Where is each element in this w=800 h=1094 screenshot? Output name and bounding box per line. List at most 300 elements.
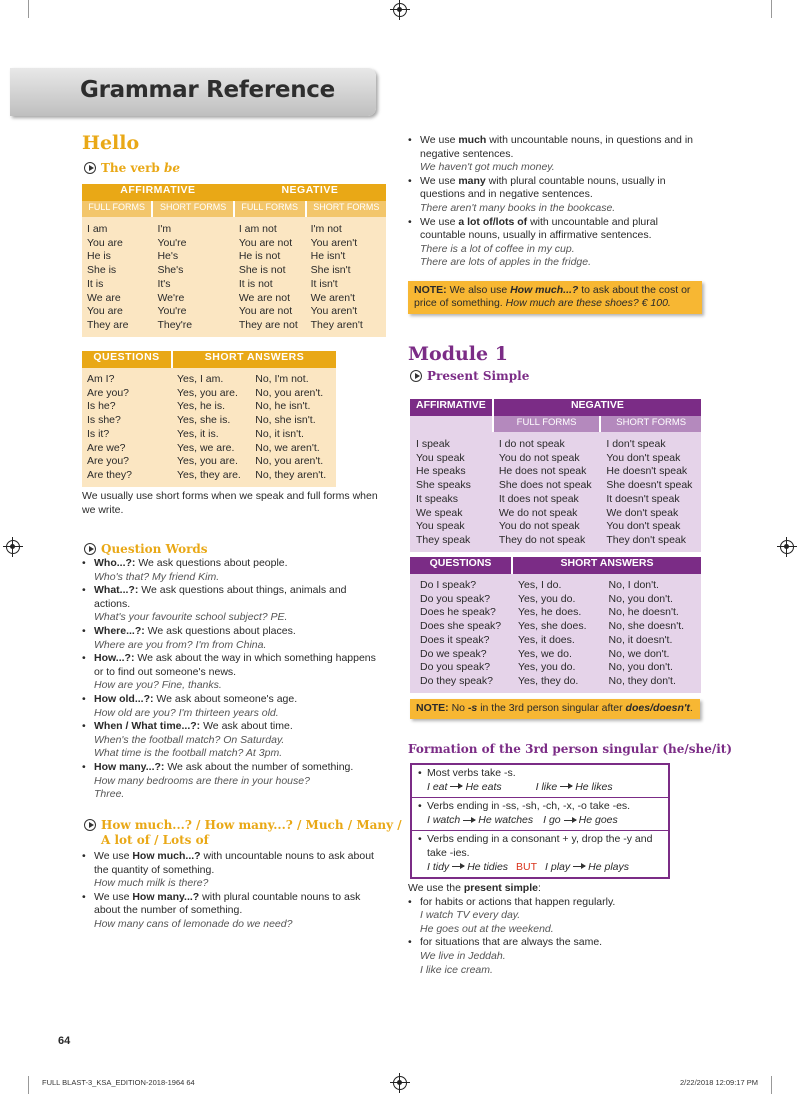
how-much-text: We use [94, 850, 133, 862]
ps-qa-table-cell: No, you don't. [608, 661, 673, 674]
question-word-example: How old are you? I'm thirteen years old. [94, 706, 279, 719]
be-table-row [82, 264, 386, 278]
qa-table-row [82, 442, 336, 456]
ps-table-cell: She doesn't speak [606, 479, 693, 492]
be-table-cell: You are [87, 305, 123, 318]
third-person-examples [418, 861, 662, 875]
qa-table-cell: Yes, he is. [177, 400, 226, 413]
note-no-s [410, 699, 700, 719]
ps-table-row [410, 438, 701, 452]
question-word-term: Where...?: [94, 624, 145, 637]
third-person-rule [412, 798, 668, 831]
how-much-example: How many cans of lemonade do we need? [94, 917, 293, 930]
be-table-cell: She's [157, 264, 184, 277]
how-much-heading [84, 818, 402, 848]
ps-qa-table-cell: Yes, you do. [518, 592, 576, 605]
much-many-term: much [458, 134, 487, 146]
note-text: to ask about the cost or price of something. [414, 284, 691, 309]
be-table-cell: You aren't [310, 236, 358, 249]
how-much-heading-line1: How much...? / How many...? / Much / Many / [101, 818, 402, 832]
be-table-cell: He's [157, 250, 179, 263]
question-word-item [82, 584, 382, 625]
be-table-cell: We are not [238, 291, 290, 304]
play-icon [84, 819, 96, 831]
be-table-row [82, 250, 386, 264]
qa-table-row [82, 373, 336, 387]
ps-questions-header: QUESTIONS [410, 557, 512, 574]
much-many-example: There are lots of apples in the fridge. [420, 256, 592, 269]
third-person-examples [418, 781, 662, 795]
question-word-text: We ask questions about things, animals and actions. [94, 584, 347, 610]
verb-be-heading [84, 161, 180, 175]
question-words-heading-text: Question Words [101, 542, 208, 556]
much-many-text: with plural countable nouns, usually in questions and in negative sentences. [420, 174, 666, 201]
example-base: I eat [427, 780, 448, 793]
qa-table-cell: No, I'm not. [255, 373, 309, 385]
example-result: He watches [478, 813, 534, 826]
ps-table-cell: It speaks [416, 492, 459, 505]
be-table-cell: They're [157, 318, 193, 331]
ps-qa-table-cell: Do you speak? [420, 661, 491, 674]
ps-qa-table-row [410, 634, 701, 648]
question-word-text: We ask about time. [200, 720, 293, 733]
example-result: He likes [575, 780, 613, 793]
qa-table-cell: Is she? [87, 414, 121, 427]
arrow-icon [452, 866, 464, 867]
question-word-text: We ask about the number of something. [164, 760, 354, 773]
ps-subheader: SHORT FORMS [600, 416, 701, 432]
ps-qa-table-row [410, 648, 701, 662]
ps-table-cell: We do not speak [498, 506, 578, 519]
question-word-example: What time is the football match? At 3pm. [94, 747, 283, 760]
ps-qa-table-row [410, 606, 701, 620]
qa-table-row [82, 469, 336, 483]
note-how-much-cost [408, 281, 702, 314]
ps-qa-table-row [410, 620, 701, 634]
qa-table-cell: Are you? [87, 455, 130, 468]
example-base: I like [535, 780, 558, 793]
question-word-example: How many bedrooms are there in your house? [94, 774, 310, 787]
ps-table-cell: I don't speak [606, 438, 666, 450]
how-much-list [82, 850, 382, 932]
qa-table-row [82, 400, 336, 414]
much-many-example: There is a lot of coffee in my cup. [420, 242, 575, 255]
usage-text: for situations that are always the same. [420, 936, 603, 949]
ps-short-answers-header: SHORT ANSWERS [512, 557, 701, 574]
file-label: FULL BLAST-3_KSA_EDITION-2018-1964 64 [42, 1078, 195, 1087]
questions-header: QUESTIONS [82, 351, 172, 368]
how-much-heading-line2: A lot of / Lots of [101, 833, 209, 847]
question-word-item [82, 693, 382, 720]
arrow-icon [450, 786, 462, 787]
ps-qa-table-cell: No, she doesn't. [608, 620, 685, 633]
much-many-item [408, 216, 704, 270]
qa-table-cell: No, he isn't. [255, 400, 311, 413]
qa-table-cell: Yes, we are. [177, 441, 235, 454]
third-person-examples [418, 814, 662, 828]
third-person-example [427, 781, 502, 793]
be-affirmative-header: AFFIRMATIVE [82, 184, 234, 201]
registration-mark-icon [393, 3, 407, 17]
note-term: How much...? [510, 284, 579, 296]
ps-table-cell: He doesn't speak [606, 465, 688, 478]
be-table-cell: They are [87, 318, 129, 331]
usage-intro-term: present simple [463, 882, 538, 894]
ps-qa-table-row [410, 579, 701, 593]
much-many-example: There aren't many books in the bookcase. [420, 201, 616, 214]
usage-item [408, 896, 704, 937]
ps-table-cell: They do not speak [498, 533, 586, 546]
ps-table-cell: You do not speak [498, 520, 580, 533]
ps-table-cell: You speak [416, 451, 465, 464]
how-much-text: with plural countable nouns to ask about the number of something. [94, 890, 361, 917]
ps-qa-table-cell: No, I don't. [608, 579, 659, 591]
question-word-example: Where are you from? I'm from China. [94, 638, 267, 651]
be-table-cell: I'm [157, 223, 172, 235]
ps-table-row [410, 493, 701, 507]
question-word-item [82, 761, 382, 802]
be-table-cell: You're [157, 236, 187, 249]
much-many-term: a lot of/lots of [458, 215, 528, 228]
question-word-term: How many...?: [94, 760, 165, 773]
how-much-item [82, 891, 382, 932]
third-person-example [536, 781, 613, 793]
third-person-heading: Formation of the 3rd person singular (he/she/it) [408, 742, 733, 756]
ps-table-cell: He speaks [416, 465, 466, 478]
play-icon [410, 370, 422, 382]
how-much-term: How much...? [132, 850, 201, 862]
question-word-item [82, 652, 382, 693]
much-many-text: We use [420, 134, 459, 146]
play-icon [84, 162, 96, 174]
crop-mark [28, 1076, 29, 1094]
ps-qa-table-row [410, 661, 701, 675]
much-many-term: many [458, 174, 486, 187]
verb-be-heading-text: The verb [101, 161, 160, 175]
ps-qa-table-cell: No, you don't. [608, 592, 673, 605]
question-word-term: When / What time...?: [94, 720, 201, 733]
qa-table-cell: Yes, she is. [177, 414, 231, 427]
short-answers-header: SHORT ANSWERS [172, 351, 336, 368]
play-icon [84, 543, 96, 555]
third-person-example [543, 814, 618, 826]
question-word-term: What...?: [94, 584, 139, 597]
be-table-cell: It isn't [310, 277, 338, 290]
be-table-cell: He isn't [310, 250, 346, 263]
be-table-cell: We aren't [310, 291, 356, 304]
ps-table-cell: We don't speak [606, 506, 679, 519]
note-example: How much are these shoes? € 100. [505, 297, 671, 309]
be-table-cell: I'm not [310, 223, 342, 235]
much-many-item [408, 175, 704, 216]
question-word-example: Who's that? My friend Kim. [94, 570, 220, 583]
bullet: • [418, 800, 422, 813]
qa-table-row [82, 414, 336, 428]
third-person-rule-label: Verbs ending in a consonant + y, drop the -y and take -ies. [427, 833, 653, 859]
third-person-rule-text [418, 767, 662, 781]
verb-be-word: be [163, 161, 181, 175]
be-table-cell: He is not [238, 250, 281, 263]
question-word-text: We ask about someone's age. [153, 692, 298, 705]
be-table-cell: They are not [238, 318, 298, 331]
qa-table-cell: Yes, I am. [177, 373, 224, 385]
be-table-cell: It is not [238, 277, 273, 290]
usage-text: for habits or actions that happen regularly. [420, 895, 616, 908]
qa-table-cell: No, you aren't. [255, 455, 324, 468]
page-number: 64 [58, 1035, 71, 1047]
how-much-example: How much milk is there? [94, 877, 209, 890]
third-person-rule-text [418, 833, 662, 860]
qa-table-row [82, 455, 336, 469]
be-table-row [82, 223, 386, 237]
how-much-text: with uncountable nouns to ask about the quantity of something. [94, 850, 374, 876]
ps-qa-table-cell: No, it doesn't. [608, 633, 673, 646]
module1-title: Module 1 [408, 343, 508, 365]
present-simple-usage [408, 882, 704, 977]
ps-table-cell: You speak [416, 520, 465, 533]
ps-table-cell: You do not speak [498, 451, 580, 464]
ps-table-cell: You don't speak [606, 520, 681, 533]
ps-qa-table-cell: Yes, we do. [518, 647, 572, 660]
be-table-cell: They aren't [310, 318, 363, 331]
usage-list [408, 896, 704, 978]
be-table-row [82, 305, 386, 319]
note-text: No [448, 702, 468, 714]
qa-table-cell: No, it isn't. [255, 427, 304, 440]
ps-table-cell: I speak [416, 438, 450, 450]
question-words-heading [84, 542, 208, 556]
arrow-icon [463, 820, 475, 821]
question-word-text: We ask questions about people. [135, 557, 288, 569]
ps-table-cell: She speaks [416, 479, 471, 492]
note-text: in the 3rd person singular after [477, 702, 626, 714]
be-table-cell: I am [87, 223, 108, 235]
much-many-text: We use [420, 215, 459, 228]
be-table-cell: We're [157, 291, 185, 304]
ps-affirmative-header: AFFIRMATIVE [410, 399, 493, 416]
usage-item [408, 936, 704, 977]
third-person-rule [412, 831, 668, 877]
ps-qa-table-cell: Does she speak? [420, 620, 502, 633]
qa-table-cell: Yes, you are. [177, 455, 238, 468]
be-table-row [82, 237, 386, 251]
be-table-cell: You are not [238, 305, 293, 318]
ps-qa-table-cell: Yes, he does. [518, 606, 582, 619]
much-many-text: with uncountable and plural countable nouns, usually in affirmative sentences. [420, 215, 658, 242]
ps-qa-table-cell: Yes, they do. [518, 674, 579, 687]
be-subheader: FULL FORMS [234, 201, 306, 217]
usage-intro-text: We use the [408, 882, 464, 894]
ps-table-cell: She does not speak [498, 479, 592, 492]
crop-mark [28, 0, 29, 18]
be-table-cell: You aren't [310, 305, 358, 318]
question-word-example: What's your favourite school subject? PE. [94, 611, 288, 624]
third-person-example [427, 861, 508, 873]
ps-qa-table-cell: Does it speak? [420, 633, 490, 646]
question-word-example: How are you? Fine, thanks. [94, 679, 222, 692]
qa-table-cell: No, you aren't. [255, 386, 324, 399]
be-table-cell: We are [87, 291, 121, 304]
question-word-item [82, 625, 382, 652]
third-person-rule-label: Most verbs take -s. [427, 767, 516, 779]
ps-qa-table-cell: No, he doesn't. [608, 606, 679, 619]
third-person-rule-text [418, 800, 662, 814]
question-word-example: Three. [94, 788, 125, 801]
ps-table-row [410, 479, 701, 493]
ps-qa-table-cell: Yes, she does. [518, 620, 587, 633]
be-table-cell: I am not [238, 223, 277, 235]
qa-table-cell: Yes, you are. [177, 386, 238, 399]
bullet: • [418, 833, 422, 846]
ps-table-cell: They don't speak [606, 533, 686, 546]
note-label: NOTE: [414, 284, 447, 296]
much-many-example: We haven't got much money. [420, 161, 555, 174]
be-table-cell: You are not [238, 236, 293, 249]
example-base: I go [543, 813, 561, 826]
ps-qa-table-cell: Yes, it does. [518, 633, 575, 646]
ps-table-cell: I do not speak [498, 438, 565, 450]
be-subheader: FULL FORMS [82, 201, 152, 217]
registration-mark-icon [6, 540, 20, 554]
page-title: Grammar Reference [80, 77, 335, 103]
much-many-list [408, 134, 704, 270]
qa-table-cell: Is he? [87, 400, 116, 413]
note-text: We also use [446, 284, 511, 296]
note-term: -s [467, 702, 478, 714]
usage-example: I watch TV every day. [420, 909, 521, 922]
arrow-icon [564, 820, 576, 821]
question-word-item [82, 557, 382, 584]
usage-example: I like ice cream. [420, 963, 493, 976]
registration-mark-icon [393, 1076, 407, 1090]
usage-intro-text: : [537, 882, 541, 894]
arrow-icon [560, 786, 572, 787]
example-base: I watch [427, 813, 461, 826]
qa-table-cell: Are we? [87, 441, 126, 454]
usage-example: He goes out at the weekend. [420, 922, 554, 935]
example-result: He plays [588, 860, 630, 873]
how-much-item [82, 850, 382, 891]
be-table-cell: She isn't [310, 264, 351, 277]
be-subheader: SHORT FORMS [306, 201, 386, 217]
ps-qa-table-cell: Do you speak? [420, 592, 491, 605]
short-forms-note: We usually use short forms when we speak and full forms when we write. [82, 490, 378, 516]
qa-table-row [82, 387, 336, 401]
third-person-example [427, 814, 533, 826]
ps-table-cell: He does not speak [498, 465, 587, 478]
qa-table-cell: Am I? [87, 373, 115, 385]
be-table-cell: You're [157, 305, 187, 318]
hello-title: Hello [82, 132, 140, 154]
third-person-rule-label: Verbs ending in -ss, -sh, -ch, -x, -o take -es. [427, 800, 631, 813]
example-result: He goes [578, 813, 618, 826]
be-negative-header: NEGATIVE [234, 184, 386, 201]
crop-mark [771, 1076, 772, 1094]
ps-table-row [410, 452, 701, 466]
note-term: does/doesn't [625, 702, 690, 714]
qa-table-cell: Are you? [87, 386, 130, 399]
ps-negative-header: NEGATIVE [493, 399, 701, 416]
present-simple-table [410, 399, 701, 552]
ps-table-cell: We speak [416, 506, 463, 519]
crop-mark [771, 0, 772, 18]
ps-table-cell: You don't speak [606, 451, 681, 464]
question-word-term: How old...?: [94, 692, 154, 705]
third-person-example [545, 861, 629, 873]
be-table-cell: She is not [238, 264, 286, 277]
registration-mark-icon [780, 540, 794, 554]
ps-table-row [410, 534, 701, 548]
qa-table-cell: No, they aren't. [255, 468, 327, 481]
ps-table-row [410, 507, 701, 521]
grammar-reference-banner [10, 68, 376, 116]
qa-table-cell: No, we aren't. [255, 441, 320, 454]
how-much-term: How many...? [132, 890, 200, 903]
much-many-text: We use [420, 174, 459, 187]
ps-qa-table-cell: Do they speak? [420, 674, 493, 687]
be-table-cell: He is [87, 250, 111, 263]
bullet: • [418, 767, 422, 779]
third-person-box [410, 763, 670, 879]
qa-table-cell: Yes, it is. [177, 427, 219, 440]
question-word-text: We ask about the way in which something happens or to find out someone's news. [94, 652, 376, 678]
ps-table-cell: It does not speak [498, 492, 579, 505]
example-base: I play [545, 860, 571, 873]
ps-table-cell: It doesn't speak [606, 492, 680, 505]
be-table-row [82, 319, 386, 333]
question-word-example: When's the football match? On Saturday. [94, 733, 285, 746]
question-word-item [82, 720, 382, 761]
much-many-text: with uncountable nouns, in questions and in negative sentences. [420, 134, 693, 160]
usage-example: We live in Jeddah. [420, 949, 506, 962]
be-table-cell: It's [157, 277, 171, 290]
qa-table-cell: Is it? [87, 427, 110, 440]
qa-table-cell: Yes, they are. [177, 468, 241, 481]
usage-intro [408, 882, 704, 896]
ps-table-row [410, 465, 701, 479]
ps-qa-table-row [410, 593, 701, 607]
much-many-item [408, 134, 704, 175]
be-table-row [82, 278, 386, 292]
be-table-cell: You are [87, 236, 123, 249]
question-word-text: We ask questions about places. [144, 624, 296, 637]
be-table-cell: She is [87, 264, 117, 277]
ps-subheader: FULL FORMS [493, 416, 601, 432]
be-table-row [82, 292, 386, 306]
note-label: NOTE: [416, 702, 449, 714]
question-word-term: How...?: [94, 652, 135, 665]
qa-table-cell: No, she isn't. [255, 414, 316, 427]
present-simple-heading-text: Present Simple [427, 369, 530, 383]
present-simple-questions-table [410, 557, 701, 693]
question-word-term: Who...?: [94, 557, 136, 569]
example-result: He tidies [467, 860, 509, 873]
ps-qa-table-cell: Do we speak? [420, 647, 487, 660]
qa-table-cell: Are they? [87, 468, 132, 481]
verb-be-questions-table [82, 351, 336, 487]
ps-qa-table-cell: No, they don't. [608, 674, 676, 687]
ps-qa-table-cell: Yes, I do. [518, 579, 562, 591]
ps-qa-table-cell: No, we don't. [608, 647, 670, 660]
example-base: I tidy [427, 860, 450, 873]
ps-qa-table-cell: Does he speak? [420, 606, 496, 619]
ps-qa-table-cell: Yes, you do. [518, 661, 576, 674]
how-much-text: We use [94, 890, 133, 903]
ps-qa-table-row [410, 675, 701, 689]
verb-be-table [82, 184, 386, 337]
example-result: He eats [465, 780, 502, 793]
be-table-cell: It is [87, 277, 104, 290]
